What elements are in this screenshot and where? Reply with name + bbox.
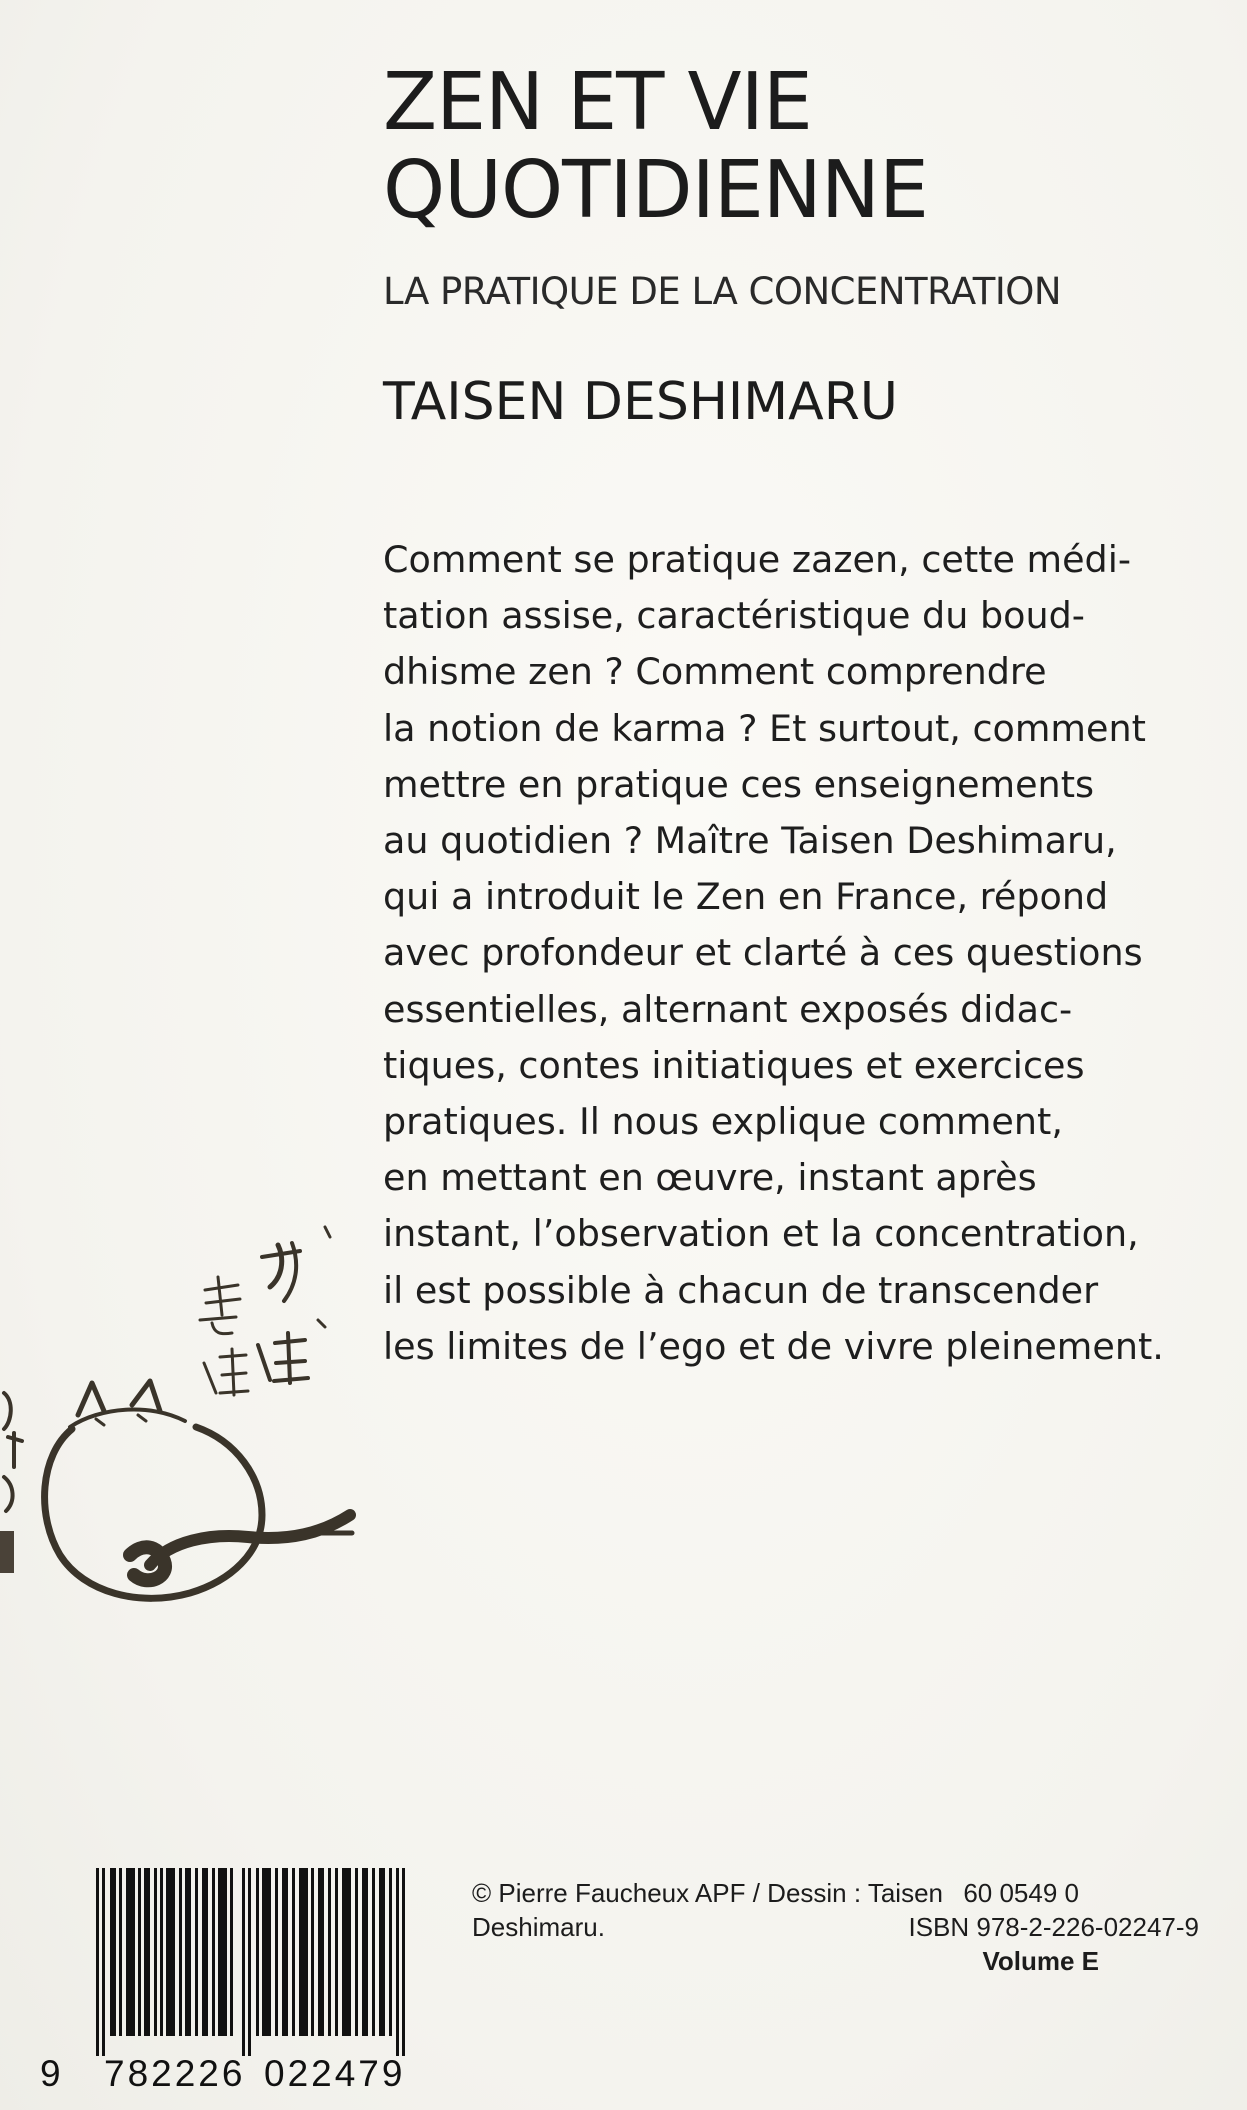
book-author: TAISEN DESHIMARU [383, 372, 898, 432]
blurb-line: il est possible à chacun de transcender [383, 1268, 1099, 1312]
blurb-line: essentielles, alternant exposés didac- [383, 987, 1073, 1031]
title-line-2: QUOTIDIENNE [383, 144, 928, 236]
isbn-number: ISBN 978-2-226-02247-9 [908, 1912, 1199, 1942]
seal-stamp [0, 1531, 14, 1573]
blurb-line: qui a introduit le Zen en France, répond [383, 875, 1109, 919]
blurb-line: la notion de karma ? Et surtout, comment [383, 706, 1146, 750]
blurb-line: tation assise, caractéristique du boud- [383, 594, 1085, 638]
barcode-lead-digit: 9 [40, 2053, 61, 2094]
blurb-line: avec profondeur et clarté à ces questions [383, 931, 1143, 975]
book-subtitle: LA PRATIQUE DE LA CONCENTRATION [383, 270, 1062, 313]
blurb-line: pratiques. Il nous explique comment, [383, 1100, 1063, 1144]
book-codes [908, 1876, 1199, 1978]
blurb-line: tiques, contes initiatiques et exercices [383, 1043, 1085, 1087]
blurb-line: les limites de l’ego et de vivre pleinement. [383, 1324, 1164, 1368]
ean-barcode [96, 1868, 412, 2056]
credit-line-1: © Pierre Faucheux APF / Dessin : Taisen [472, 1878, 943, 1908]
blurb-line: au quotidien ? Maître Taisen Deshimaru, [383, 819, 1117, 863]
blurb-line: dhisme zen ? Comment comprendre [383, 650, 1047, 694]
blurb-text [383, 532, 1223, 1375]
credit-line-2: Deshimaru. [472, 1912, 605, 1942]
product-code: 60 0549 0 [963, 1878, 1079, 1908]
cover-credit [472, 1876, 943, 1944]
title-line-1: ZEN ET VIE [383, 56, 812, 148]
blurb-line: en mettant en œuvre, instant après [383, 1156, 1037, 1200]
book-title [383, 58, 1203, 234]
ink-cat-drawing [0, 1215, 360, 1615]
volume-label: Volume E [982, 1946, 1099, 1976]
blurb-line: instant, l’observation et la concentration, [383, 1212, 1139, 1256]
blurb-line: mettre en pratique ces enseignements [383, 762, 1095, 806]
barcode-right-digits: 022479 [264, 2053, 406, 2094]
barcode-area [0, 1868, 420, 2100]
barcode-left-digits: 782226 [104, 2053, 246, 2094]
blurb-line: Comment se pratique zazen, cette médi- [383, 538, 1132, 581]
